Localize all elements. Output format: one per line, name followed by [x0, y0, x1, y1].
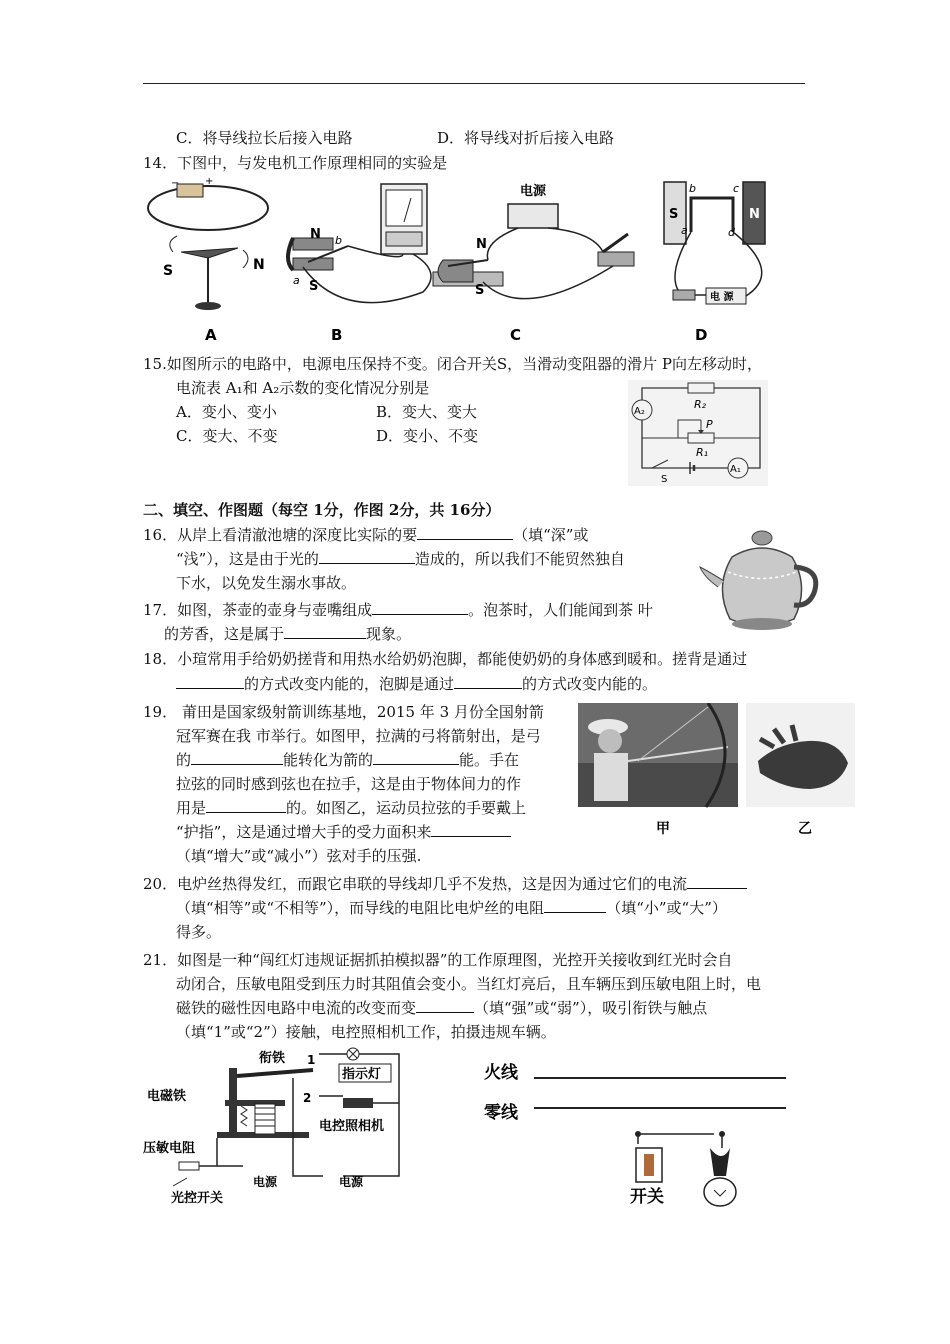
q16-line1: [143, 524, 588, 546]
q19-line5: [176, 797, 526, 819]
header-rule: [143, 83, 805, 84]
q20-line3: 得多。: [176, 923, 222, 941]
q18-line2-mid: 的方式改变内能的，泡脚是通过: [244, 675, 455, 693]
q17-line1-start: 17．如图，茶壶的壶身与壶嘴组成: [143, 601, 373, 619]
q19-line7: （填“增大”或“减小”）弦对手的压强.: [176, 847, 422, 865]
fig21-electromagnet-label: 电磁铁: [147, 1089, 187, 1104]
fig21-contact-2: 2: [303, 1091, 312, 1105]
q19-line5-a: 用是: [176, 799, 207, 817]
fig-b-s: S: [309, 279, 319, 294]
q21-line2: 动闭合，压敏电阻受到压力时其阻值会变小。当红灯亮后，且车辆压到压敏电阻上时，电: [176, 975, 762, 993]
q19-line6: [176, 821, 511, 843]
q18-blank-1[interactable]: [176, 673, 244, 689]
q14-figures: [143, 172, 808, 344]
q15-option-d: D．变小、不变: [376, 427, 479, 445]
q20-line2-b: （填“小”或“大”）: [606, 899, 727, 917]
q16-line1-start: 16．从岸上看清澈池塘的深度比实际的要: [143, 526, 418, 544]
q19-line1: 19． 莆田是国家级射箭训练基地，2015 年 3 月份全国射箭: [143, 703, 544, 721]
q17-line1: [143, 599, 653, 621]
fig-label-d: D: [695, 326, 708, 344]
q17-blank-1[interactable]: [372, 599, 468, 615]
q19-blank-4[interactable]: [431, 821, 511, 837]
fig-c-n: N: [476, 237, 487, 252]
fig-c-s: S: [475, 283, 485, 298]
fig21-armature-label: 衔铁: [259, 1051, 286, 1066]
house-wiring-figure: [478, 1056, 798, 1216]
fig-a-plus: +: [205, 176, 214, 187]
q16-blank-1[interactable]: [417, 524, 513, 540]
q16-line1-end: （填“深”或: [513, 526, 589, 544]
q13-option-d: D．将导线对折后接入电路: [437, 129, 615, 147]
fig15-s: S: [661, 474, 668, 485]
q19-line2: 冠军赛在我 市举行。如图甲，拉满的弓将箭射出，是弓: [176, 727, 541, 745]
q17-blank-2[interactable]: [284, 623, 366, 639]
fig21-power1-label: 电源: [253, 1175, 278, 1189]
fig-d-a: a: [681, 224, 688, 237]
q16-line2: [176, 548, 625, 570]
q20-blank-1[interactable]: [687, 873, 747, 889]
fig-b-a: a: [293, 274, 300, 287]
q21-blank-1[interactable]: [416, 997, 474, 1013]
q18-blank-2[interactable]: [454, 673, 522, 689]
q18-line2-end: 的方式改变内能的。: [522, 675, 658, 693]
fig-b-n: N: [310, 227, 321, 242]
fig21-light-switch-label: 光控开关: [171, 1191, 224, 1206]
q19-line4: 拉弦的同时感到弦也在拉手，这是由于物体间力的作: [176, 775, 522, 793]
q14-stem: 14．下图中，与发电机工作原理相同的实验是: [143, 154, 448, 172]
fig21-contact-1: 1: [307, 1053, 316, 1067]
q17-line1-end: 。泡茶时，人们能闻到茶 叶: [468, 601, 653, 619]
q21-line3: [176, 997, 707, 1019]
q16-blank-2[interactable]: [319, 548, 415, 564]
fig-b-b: b: [335, 234, 342, 247]
q14-figure-c: [433, 183, 634, 344]
q20-line2: [176, 897, 727, 919]
q15-option-c: C．变大、不变: [176, 427, 278, 445]
q20-line2-a: （填“相等”或“不相等”），而导线的电阻比电炉丝的电阻: [176, 899, 545, 917]
neutral-wire-label: 零线: [484, 1103, 518, 1123]
q15-option-b: B．变大、变大: [376, 403, 478, 421]
fig-d-power-label: 电 源: [710, 292, 734, 303]
fig-c-power-label: 电源: [520, 184, 547, 199]
section-2-heading: 二、填空、作图题（每空 1分，作图 2分，共 16分）: [143, 501, 501, 519]
q14-figure-b: [288, 184, 431, 344]
q16-line3: 下水，以免发生溺水事故。: [176, 574, 357, 592]
q15-option-a: A．变小、变小: [176, 403, 277, 421]
q14-figure-d: [664, 182, 765, 344]
q21-circuit-figure: [143, 1046, 413, 1216]
teapot-image: [698, 527, 822, 637]
fig21-pressure-resistor-label: 压敏电阻: [143, 1141, 196, 1156]
fig-d-d: d: [728, 226, 735, 239]
photo-caption-jia: 甲: [656, 821, 670, 837]
fig15-a2: A₂: [634, 406, 645, 417]
q17-line2-start: 的芳香，这是属于: [164, 625, 285, 643]
fig15-r1: R₁: [696, 446, 709, 459]
q17-line2-end: 现象。: [366, 625, 412, 643]
q17-line2: [164, 623, 411, 645]
q19-blank-1[interactable]: [191, 749, 283, 765]
q19-line5-b: 的。如图乙，运动员拉弦的手要戴上: [286, 799, 527, 817]
live-wire-label: 火线: [484, 1063, 518, 1083]
q15-stem-line1: 15.如图所示的电路中，电源电压保持不变。闭合开关S，当滑动变阻器的滑片 P向左移动时，: [143, 355, 762, 373]
archery-photos: [578, 703, 855, 839]
fig15-p: P: [706, 418, 713, 431]
q20-line1-text: 20．电炉丝热得发红，而跟它串联的导线却几乎不发热，这是因为通过它们的电流: [143, 875, 688, 893]
q20-blank-2[interactable]: [544, 897, 606, 913]
switch-label: 开关: [630, 1187, 664, 1207]
q20-line1: [143, 873, 747, 895]
photo-caption-yi: 乙: [798, 821, 812, 837]
fig15-a1: A₁: [730, 464, 741, 475]
q18-line2: [176, 673, 657, 695]
q21-line3-b: （填“强”或“弱”），吸引衔铁与触点: [474, 999, 708, 1017]
q21-line3-a: 磁铁的磁性因电路中电流的改变而变: [176, 999, 417, 1017]
fig-d-s: S: [669, 207, 679, 222]
q19-blank-3[interactable]: [206, 797, 286, 813]
q15-circuit-figure: [628, 380, 768, 486]
fig-d-c: c: [733, 182, 740, 195]
q21-line4: （填“1”或“2”）接触，电控照相机工作，拍摄违规车辆。: [176, 1023, 556, 1041]
q16-line2-end: 造成的，所以我们不能贸然独自: [414, 550, 625, 568]
q14-figure-a: [148, 176, 268, 344]
fig-a-minus: −: [171, 178, 180, 189]
q15-stem-line2: 电流表 A₁和 A₂示数的变化情况分别是: [176, 379, 430, 397]
fig-label-c: C: [510, 326, 522, 344]
q19-line3-c: 能。手在: [459, 751, 520, 769]
fig-label-a: A: [205, 326, 217, 344]
q19-line3-b: 能转化为箭的: [283, 751, 374, 769]
q18-line1: 18．小瑄常用手给奶奶搓背和用热水给奶奶泡脚，都能使奶奶的身体感到暖和。搓背是通过: [143, 650, 748, 668]
q13-option-c: C．将导线拉长后接入电路: [176, 129, 353, 147]
fig-a-s: S: [163, 263, 174, 279]
q16-line2-start: “浅”），这是由于光的: [176, 550, 319, 568]
q19-blank-2[interactable]: [373, 749, 459, 765]
fig-d-n: N: [749, 207, 760, 222]
fig-a-n: N: [253, 257, 265, 273]
fig-label-b: B: [331, 326, 343, 344]
q19-line6-text: “护指”，这是通过增大手的受力面积来: [176, 823, 432, 841]
q19-line3-a: 的: [176, 751, 192, 769]
q21-line1: 21．如图是一种“闯红灯违规证据抓拍模拟器”的工作原理图，光控开关接收到红光时会自: [143, 951, 733, 969]
fig15-r2: R₂: [694, 398, 707, 411]
fig-d-b: b: [689, 182, 696, 195]
fig21-power2-label: 电源: [339, 1175, 364, 1189]
fig21-camera-label: 电控照相机: [319, 1119, 385, 1134]
q19-line3: [176, 749, 519, 771]
fig21-indicator-label: 指示灯: [342, 1067, 382, 1082]
